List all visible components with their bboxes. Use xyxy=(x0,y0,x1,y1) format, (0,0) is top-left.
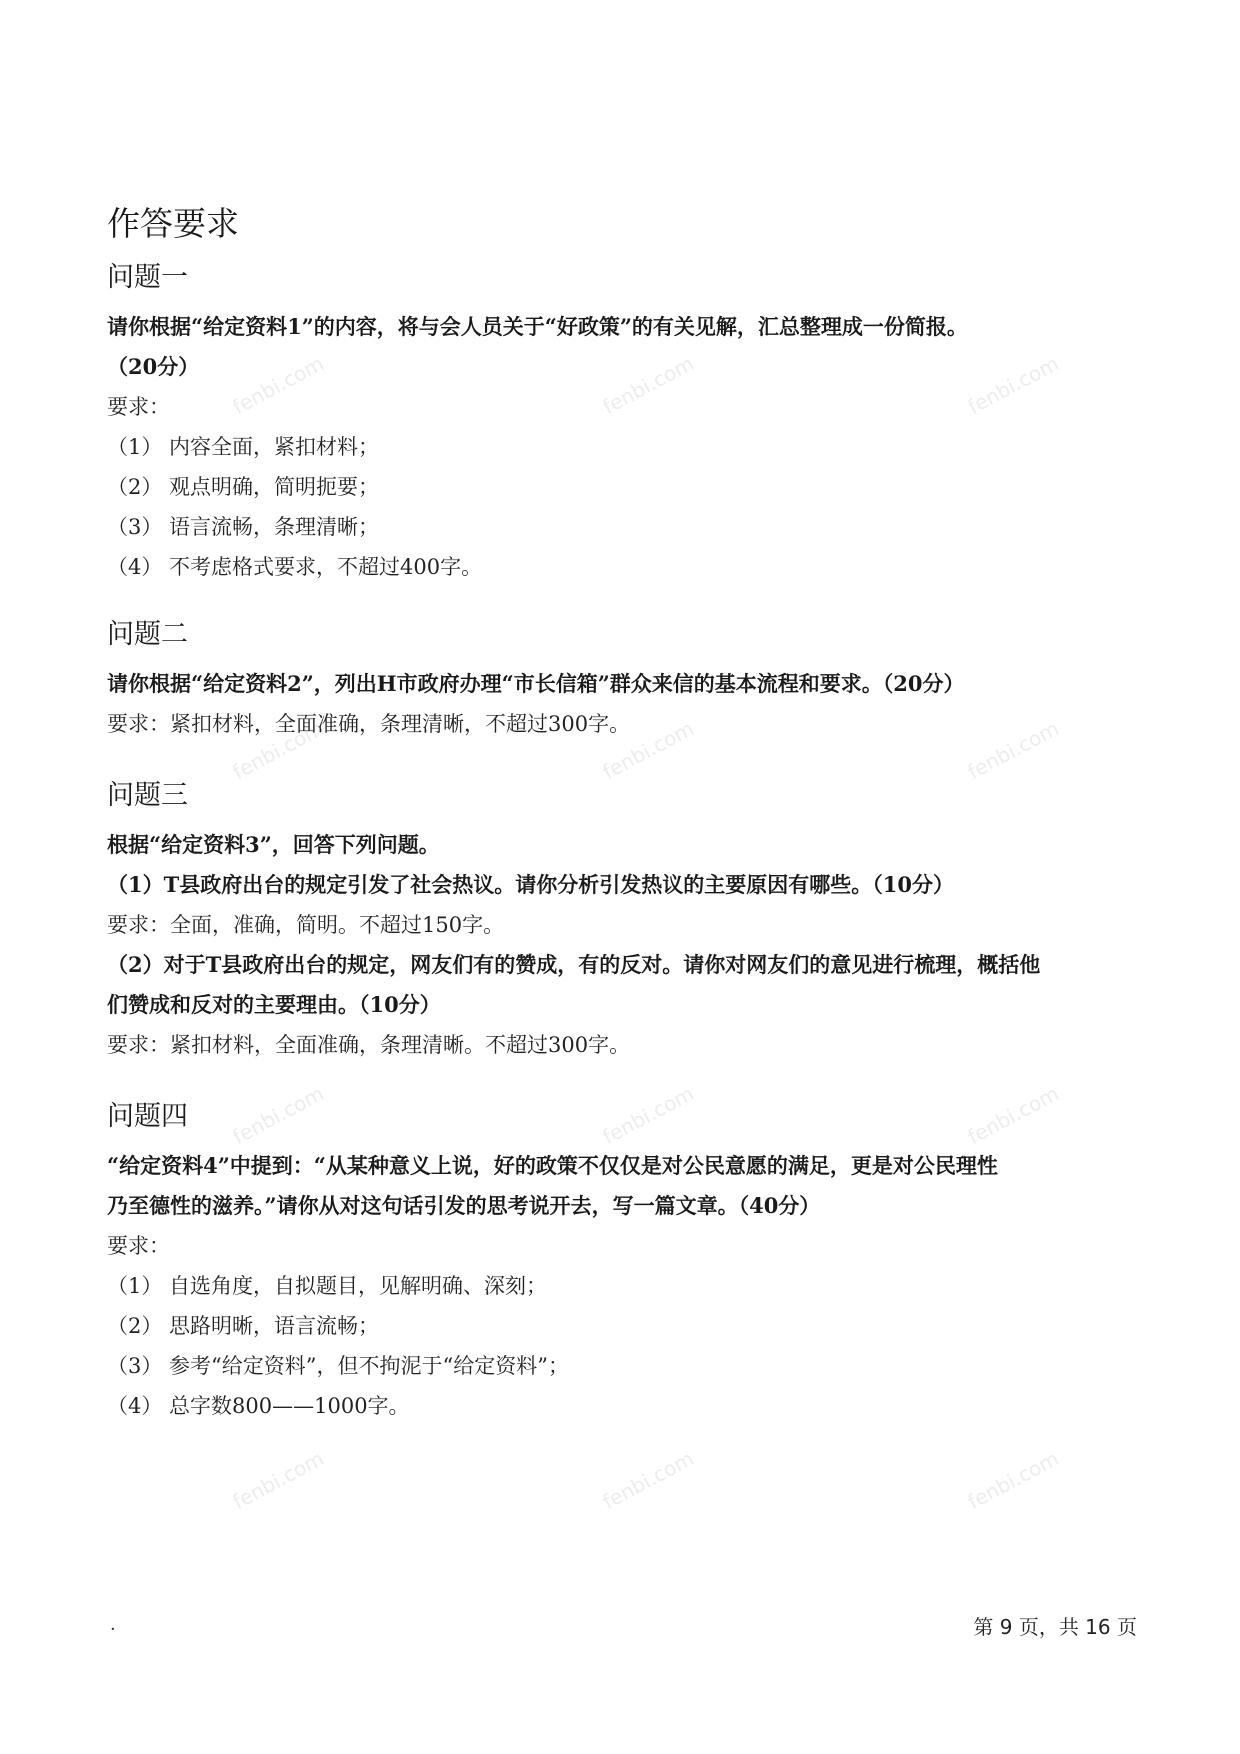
question-2-prompt: 请你根据“给定资料2”，列出H市政府办理“市长信箱”群众来信的基本流程和要求。（20分） xyxy=(107,671,965,696)
question-1-heading: 问题一 xyxy=(107,262,188,293)
question-3-heading: 问题三 xyxy=(107,780,188,811)
watermark: fenbi.com xyxy=(963,716,1063,784)
page-title: 作答要求 xyxy=(107,204,239,243)
watermark: fenbi.com xyxy=(228,351,328,419)
question-1-score: （20分） xyxy=(107,354,200,379)
question-4-heading: 问题四 xyxy=(107,1101,188,1132)
requirements-label: 要求： xyxy=(107,1234,170,1258)
requirements-label: 要求： xyxy=(107,395,170,419)
question-2-heading: 问题二 xyxy=(107,619,188,650)
requirement-item: （1） 自选角度，自拟题目，见解明确、深刻； xyxy=(107,1274,548,1298)
question-3-sub2-prompt: （2）对于T县政府出台的规定，网友们有的赞成，有的反对。请你对网友们的意见进行梳理，概括他 xyxy=(107,952,1041,977)
watermark: fenbi.com xyxy=(228,716,328,784)
watermark: fenbi.com xyxy=(598,351,698,419)
watermark: fenbi.com xyxy=(963,1446,1063,1514)
watermark: fenbi.com xyxy=(598,716,698,784)
question-3-sub2-requirement: 要求：紧扣材料，全面准确，条理清晰。不超过300字。 xyxy=(107,1033,631,1057)
watermark: fenbi.com xyxy=(598,1081,698,1149)
page-content xyxy=(107,196,1137,1426)
watermark: fenbi.com xyxy=(228,1081,328,1149)
question-4-prompt: “给定资料4”中提到：“从某种意义上说，好的政策不仅仅是对公民意愿的满足，更是对公民理性 xyxy=(107,1153,998,1178)
requirement-item: （3） 语言流畅，条理清晰； xyxy=(107,515,380,539)
question-2 xyxy=(107,611,1137,744)
watermark: fenbi.com xyxy=(598,1446,698,1514)
requirement-item: （1） 内容全面，紧扣材料； xyxy=(107,435,380,459)
footer-dot: · xyxy=(110,1619,116,1640)
question-3 xyxy=(107,772,1137,1065)
watermark: fenbi.com xyxy=(228,1446,328,1514)
question-3-sub1-prompt: （1）T县政府出台的规定引发了社会热议。请你分析引发热议的主要原因有哪些。（10分） xyxy=(107,872,954,897)
requirement-item: （4） 总字数800——1000字。 xyxy=(107,1394,410,1418)
watermark: fenbi.com xyxy=(963,351,1063,419)
requirement-item: （2） 观点明确，简明扼要； xyxy=(107,475,380,499)
question-2-requirement: 要求：紧扣材料，全面准确，条理清晰，不超过300字。 xyxy=(107,712,631,736)
requirement-item: （3） 参考“给定资料”，但不拘泥于“给定资料”； xyxy=(107,1354,569,1378)
page-number: 第 9 页，共 16 页 xyxy=(973,1615,1137,1639)
question-3-intro: 根据“给定资料3”，回答下列问题。 xyxy=(107,832,440,857)
question-3-sub2-prompt-cont: 们赞成和反对的主要理由。（10分） xyxy=(107,992,441,1017)
question-3-sub1-requirement: 要求：全面，准确，简明。不超过150字。 xyxy=(107,913,505,937)
question-1-prompt: 请你根据“给定资料1”的内容，将与会人员关于“好政策”的有关见解，汇总整理成一份简报。 xyxy=(107,314,968,339)
watermark: fenbi.com xyxy=(963,1081,1063,1149)
question-4 xyxy=(107,1093,1137,1426)
question-4-prompt-cont: 乃至德性的滋养。”请你从对这句话引发的思考说开去，写一篇文章。（40分） xyxy=(107,1193,821,1218)
question-1 xyxy=(107,254,1137,587)
requirement-item: （4） 不考虑格式要求，不超过400字。 xyxy=(107,555,483,579)
requirement-item: （2） 思路明晰，语言流畅； xyxy=(107,1314,380,1338)
